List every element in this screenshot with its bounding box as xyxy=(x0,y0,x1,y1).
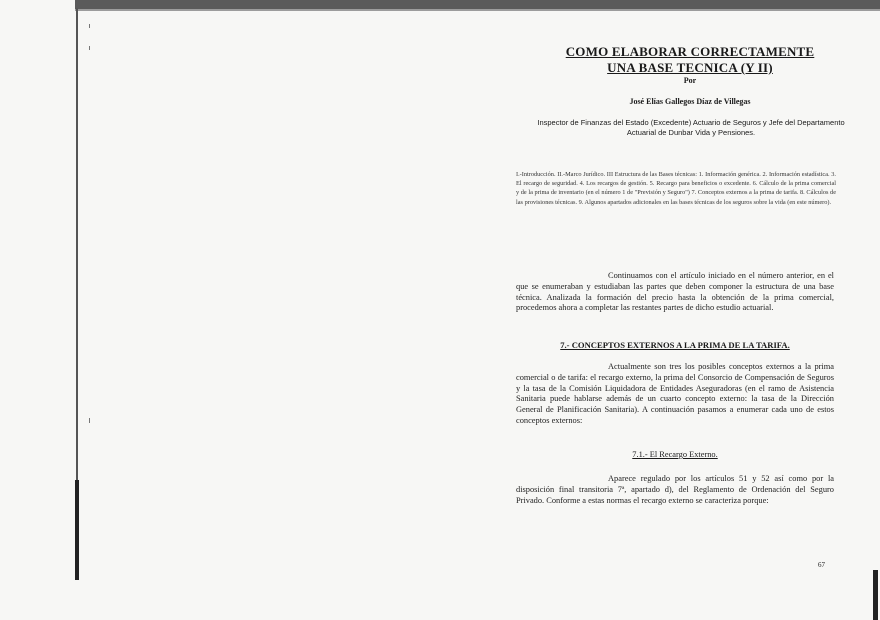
article-title-line2: UNA BASE TECNICA (Y II) xyxy=(607,60,773,75)
scan-top-shadow-fade xyxy=(75,9,880,11)
gutter-mark xyxy=(89,46,90,50)
author-affiliation: Inspector de Finanzas del Estado (Excedente) Actuario de Seguros y Jefe del Departamento Actuarial de Dunbar Vida y Pensiones. xyxy=(537,118,845,137)
section-7-heading: 7.- CONCEPTOS EXTERNOS A LA PRIMA DE LA TARIFA. xyxy=(560,340,790,350)
gutter-mark xyxy=(89,418,90,423)
page-number: 67 xyxy=(818,561,825,569)
gutter-mark xyxy=(89,24,90,28)
binding-gutter-thick xyxy=(75,480,79,580)
scan-top-shadow xyxy=(75,0,880,9)
article-summary: I.-Introducción. II.-Marco Jurídico. III Estructura de las Bases técnicas: 1. Información genérica. 2. Información estadística. 3. El recargo de seguridad. 4. Los recargos de gestión. 5. Recargo para beneficios o excedente. 6. Cálculo de la prima comercial y de la prima de inventario (en el número 1 de "Previsión y Seguro") 7. Conceptos externos a la prima de tarifa. 8. Cálculos de las provisiones técnicas. 9. Algunos apartados adicionales en las bases técnicas de los seguros sobre la vida (en este número). xyxy=(516,171,836,206)
article-title-line1: COMO ELABORAR CORRECTAMENTE xyxy=(565,44,815,59)
page-edge-bar xyxy=(873,570,878,620)
intro-paragraph: Continuamos con el artículo iniciado en el número anterior, en el que se enumeraban y estudiaban las partes que deben componer la estructura de una base técnica. Analizada la formación del precio hasta la obtención de la prima comercial, procedemos ahora a completar las restantes partes de dicho estudio actuarial. xyxy=(516,271,834,313)
author-name: José Elías Gallegos Díaz de Villegas xyxy=(629,97,751,106)
subsection-7-1-heading: 7.1.- El Recargo Externo. xyxy=(632,450,718,459)
byline-por: Por xyxy=(683,76,697,85)
subsection-7-1-paragraph: Aparece regulado por los artículos 51 y 52 así como por la disposición final transitoria 7ª, apartado d), del Reglamento de Ordenación del Seguro Privado. Conforme a estas normas el recargo externo se caracteriza porque: xyxy=(516,474,834,505)
section-7-paragraph: Actualmente son tres los posibles conceptos externos a la prima comercial o de tarifa: el recargo externo, la prima del Consorcio de Compensación de Seguros y la tasa de la Comisión Liquidadora de Entidades Aseguradoras (en el ramo de Asistencia Sanitaria puede hablarse además de un cuarto concepto externo: la tasa de la Dirección General de Planificación Sanitaria). A continuación pasamos a enumerar cada uno de estos conceptos externos: xyxy=(516,362,834,425)
